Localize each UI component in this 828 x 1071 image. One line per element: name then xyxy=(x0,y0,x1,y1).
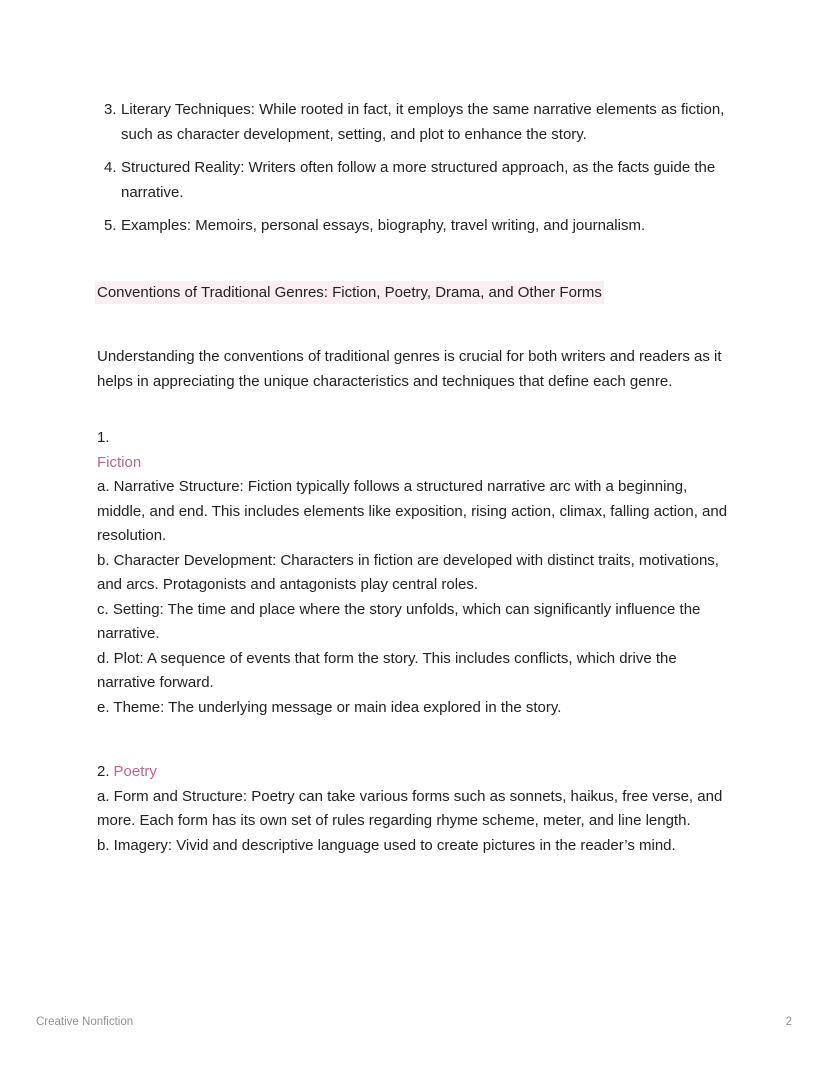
intro-paragraph: Understanding the conventions of traditional genres is crucial for both writers and readers as it helps in appreciating the unique characteristics and techniques that define each genre. xyxy=(97,348,722,390)
section-number: 2. xyxy=(97,763,110,780)
convention-item: b. Character Development: Characters in fiction are developed with distinct traits, motivations, and arcs. Protagonists and antagonists play central roles. xyxy=(97,551,719,593)
list-item xyxy=(97,156,731,205)
list-item-number: 4. xyxy=(104,159,117,176)
genre-section-poetry xyxy=(97,760,731,858)
list-item-number: 3. xyxy=(104,101,117,118)
section-title: Fiction xyxy=(97,453,142,471)
convention-item: a. Narrative Structure: Fiction typically follows a structured narrative arc with a beginning, middle, and end. This includes elements like exposition, rising action, climax, falling action, and resolution. xyxy=(97,478,728,544)
section-number: 1. xyxy=(97,429,110,446)
convention-item: c. Setting: The time and place where the story unfolds, which can significantly influence the narrative. xyxy=(97,600,701,642)
footer-document-title: Creative Nonfiction xyxy=(36,1016,134,1028)
list-item-text: Examples: Memoirs, personal essays, biography, travel writing, and journalism. xyxy=(121,217,646,234)
page-footer xyxy=(36,1014,792,1030)
section-heading xyxy=(97,281,731,306)
genre-section-fiction xyxy=(97,426,731,720)
convention-item: e. Theme: The underlying message or main idea explored in the story. xyxy=(97,698,562,716)
convention-item: a. Form and Structure: Poetry can take various forms such as sonnets, haikus, free verse, and more. Each form has its own set of rules regarding rhyme scheme, meter, and line length. xyxy=(97,787,723,829)
convention-item: b. Imagery: Vivid and descriptive language used to create pictures in the reader’s mind. xyxy=(97,836,676,854)
numbered-list xyxy=(97,98,731,239)
list-item-number: 5. xyxy=(104,217,117,234)
footer-page-number: 2 xyxy=(785,1016,792,1028)
list-item-text: Literary Techniques: While rooted in fact, it employs the same narrative elements as fiction, such as character development, setting, and plot to enhance the story. xyxy=(121,101,725,143)
list-item xyxy=(97,98,731,147)
heading-highlight: Conventions of Traditional Genres: Fiction, Poetry, Drama, and Other Forms xyxy=(95,281,604,304)
list-item-text: Structured Reality: Writers often follow a more structured approach, as the facts guide the narrative. xyxy=(121,159,716,201)
document-content xyxy=(97,0,731,858)
convention-item: d. Plot: A sequence of events that form the story. This includes conflicts, which drive the narrative forward. xyxy=(97,649,677,691)
section-title: Poetry xyxy=(113,763,157,780)
section-title-row xyxy=(97,760,731,785)
list-item xyxy=(97,214,731,239)
